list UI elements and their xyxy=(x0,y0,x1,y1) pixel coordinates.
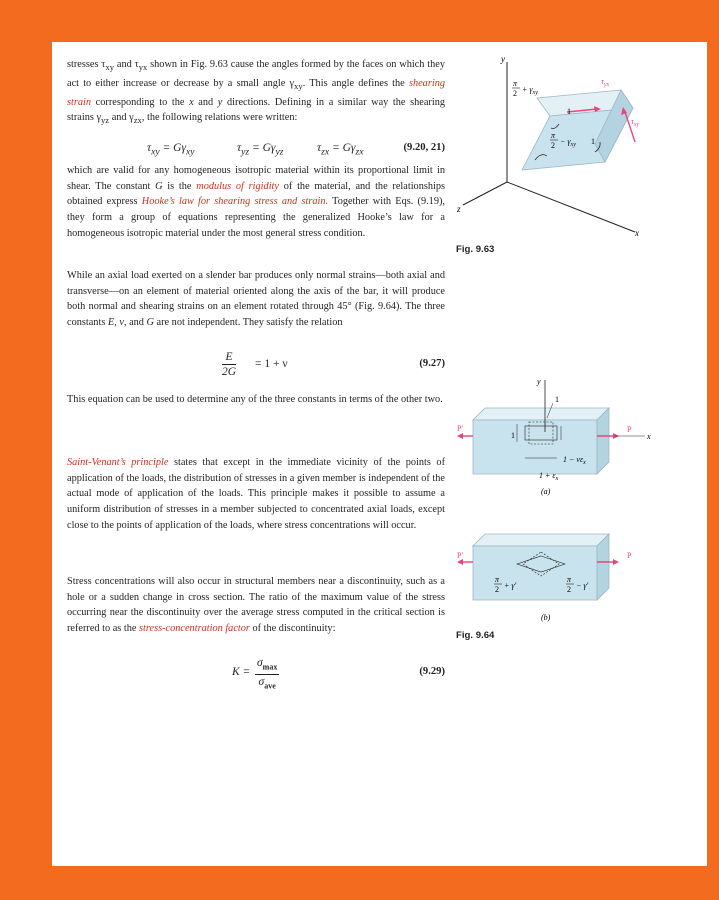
axis-a-x-label: x xyxy=(647,432,651,441)
block-a-side xyxy=(597,408,609,474)
axis-z-label: z xyxy=(457,204,461,214)
paragraph-modulus-rigidity: which are valid for any homogeneous isotropic material within its proportional limit in shear. The constant G is the modulus of rigidity of the material, and the relationships obtained express Hooke’s law for shearing stress and strain. Together with Eqs. (9.19), they form a group of equations representing the generalized Hooke’s law for a homogeneous isotropic material under the most general stress condition. xyxy=(67,165,446,239)
strain-axial: $1 + \varepsilon_x$ xyxy=(539,471,559,482)
angle-b-right: π xyxy=(567,575,572,584)
load-b-right-label: P xyxy=(627,551,632,560)
dim-a-left: 1 xyxy=(511,431,515,440)
keyword-shearing-strain: shearing strain xyxy=(67,77,445,108)
caption-a: (a) xyxy=(541,487,551,496)
block-a-top xyxy=(473,408,609,420)
figure-9-63-label: Fig. 9.63 xyxy=(456,244,495,255)
block-b-front xyxy=(473,546,597,600)
figure-9-64-label: Fig. 9.64 xyxy=(456,630,495,641)
equation-E-G-nu: $\frac{E}{2G}$ = 1 + ν (9.27) xyxy=(222,351,445,378)
equation-hookes-shear: $\tau_{xy} = G\gamma_{xy}$ $\tau_{yz} = G\gamma_{yz}$ $\tau_{zx} = G\gamma_{zx}$ (9.20, 21) xyxy=(147,142,445,158)
paragraph-axial-load: While an axial load exerted on a slender bar produces only normal strains—both axial and transverse—on an element of material oriented along the axis of the bar, it will produce both normal and shearing strains on an element rotated through 45° (Fig. 9.64). The three constants E, ν, and G are not independent. They satisfy the relation xyxy=(67,270,445,329)
svg-text:− γxy: − $\gamma_{xy}$ xyxy=(560,137,576,148)
figure-9-63 xyxy=(455,52,655,242)
axis-y-label: y xyxy=(501,54,505,64)
axis-x-line xyxy=(507,182,635,232)
svg-text:+ γxy: + $\gamma_{xy}$ xyxy=(522,85,538,96)
svg-text:2: 2 xyxy=(567,585,571,594)
block-b-top xyxy=(473,534,609,546)
strain-lateral: $1 - \nu\varepsilon_x$ xyxy=(563,455,586,466)
page-number: 447 xyxy=(665,852,691,869)
axis-z-line xyxy=(463,182,507,205)
tau-yx-label: $\tau_{yx}$ xyxy=(601,77,610,88)
svg-text:+ γ′: + γ′ xyxy=(504,581,517,590)
svg-text:− γ′: − γ′ xyxy=(576,581,589,590)
dim-a-top: 1 xyxy=(555,395,559,404)
paragraph-determine-constants: This equation can be used to determine any of the three constants in terms of the other two. xyxy=(67,394,443,405)
angle-label-minus: π xyxy=(551,131,556,140)
unit-label-side: 1 xyxy=(591,137,595,146)
axis-a-y-label: y xyxy=(537,377,541,386)
tau-xy-label: $\tau_{xy}$ xyxy=(631,117,640,128)
block-b-side xyxy=(597,534,609,600)
angle-b-left: π xyxy=(495,575,500,584)
figure-9-64 xyxy=(455,374,665,624)
svg-text:2: 2 xyxy=(513,89,517,98)
angle-label-plus: π xyxy=(513,79,518,88)
paragraph-saint-venant: Saint-Venant’s principle states that except in the immediate vicinity of the points of application of the loads, the distribution of stresses in a given member is independent of the actual mode of application of the loads. This principle makes it possible to assume a uniform distribution of stresses in a member subjected to concentrated axial loads, except close to the points of application of the loads, where stress concentrations will occur. xyxy=(67,457,445,531)
load-a-right-label: P xyxy=(627,425,632,434)
caption-b: (b) xyxy=(541,613,551,622)
svg-text:2: 2 xyxy=(551,141,555,150)
load-b-left-label: P′ xyxy=(457,551,464,560)
equation-stress-concentration-factor: K = $\sigma_{max}$ $\sigma_{ave}$ (9.29) xyxy=(232,657,445,691)
paragraph-shearing-strain: stresses $\tau_{xy}$ and $\tau_{yx}$ shown in Fig. 9.63 cause the angles formed by the faces on which they act to either increase or decrease by a small angle $\gamma_{xy}$. This angle defines the shearing strain corresponding to the x and y directions. Defining in a similar way the shearing strains $\gamma_{yz}$ and $\gamma_{zx}$, the following relations were written: xyxy=(67,59,446,126)
equation-number: (9.20, 21) xyxy=(403,142,445,153)
unit-label-top: 1 xyxy=(567,107,571,116)
block-a-front xyxy=(473,420,597,474)
axis-x-label: x xyxy=(635,228,639,238)
paragraph-stress-concentration: Stress concentrations will also occur in structural members near a discontinuity, such as a hole or a sudden change in cross section. The ratio of the maximum value of the stress occurring near the discontinuity over the average stress computed in the critical section is referred to as the stress-concentration factor of the discontinuity: xyxy=(67,576,445,635)
load-a-left-label: P′ xyxy=(457,424,464,433)
svg-text:2: 2 xyxy=(495,585,499,594)
